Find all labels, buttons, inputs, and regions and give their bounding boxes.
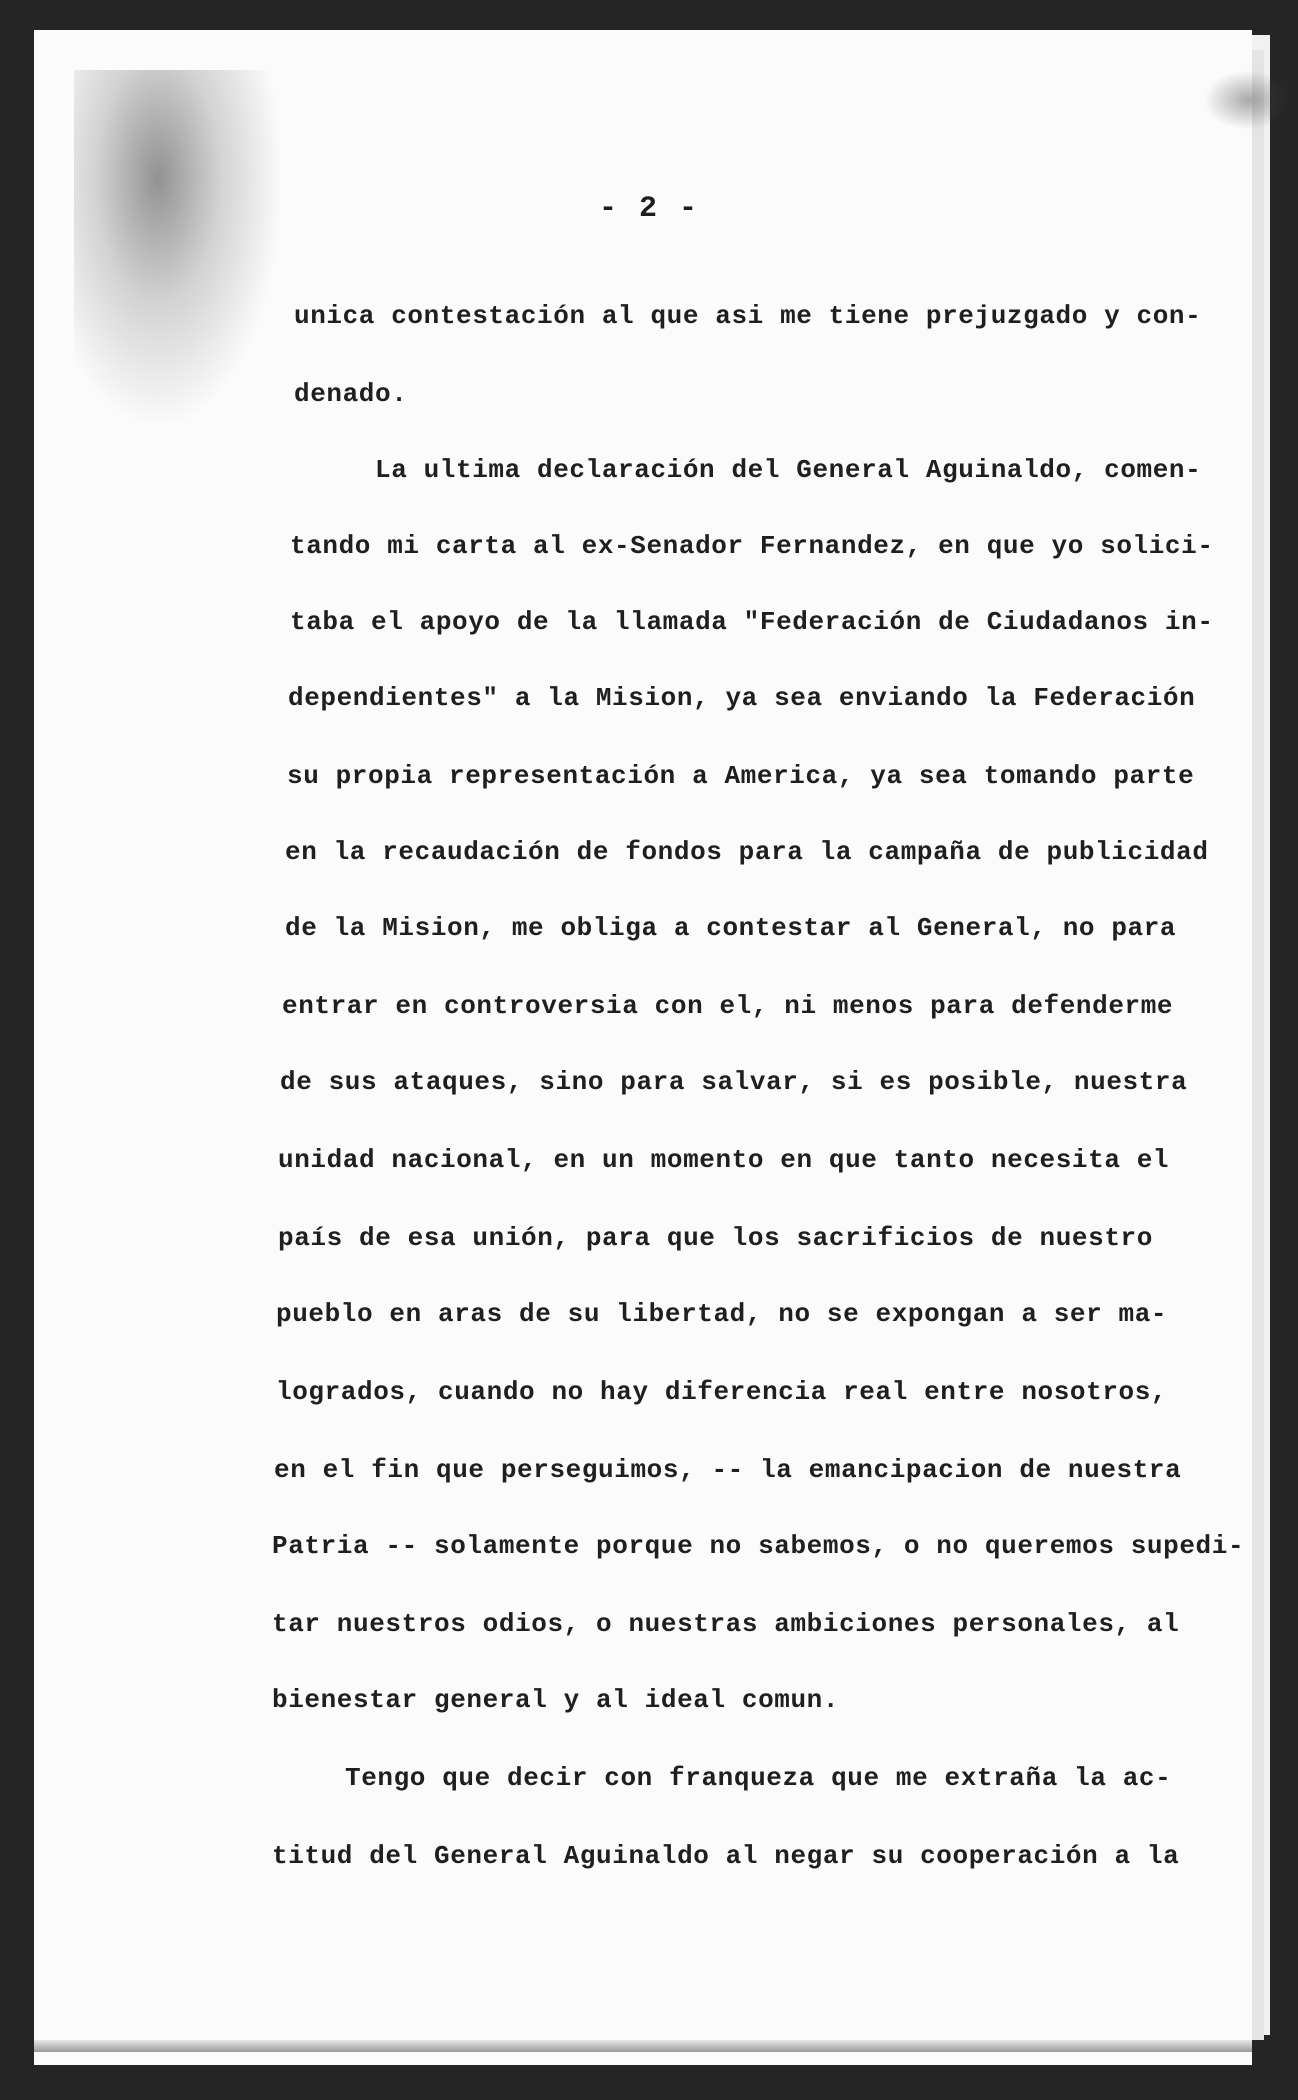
text-line: su propia representación a America, ya sea tomando parte xyxy=(287,761,1195,791)
text-line: logrados, cuando no hay diferencia real entre nosotros, xyxy=(276,1377,1168,1407)
ink-smudge xyxy=(74,70,284,430)
text-line: en el fin que perseguimos, -- la emancipacion de nuestra xyxy=(274,1455,1182,1485)
text-line: entrar en controversia con el, ni menos para defenderme xyxy=(282,991,1174,1021)
text-line: unidad nacional, en un momento en que tanto necesita el xyxy=(278,1145,1170,1175)
text-line: taba el apoyo de la llamada "Federación de Ciudadanos in- xyxy=(290,607,1214,637)
text-line: Patria -- solamente porque no sabemos, o no queremos supedi- xyxy=(272,1531,1245,1561)
text-line: tando mi carta al ex-Senador Fernandez, en que yo solici- xyxy=(290,531,1214,561)
text-line: bienestar general y al ideal comun. xyxy=(272,1685,840,1715)
text-line: pueblo en aras de su libertad, no se expongan a ser ma- xyxy=(276,1299,1168,1329)
text-line: de sus ataques, sino para salvar, si es posible, nuestra xyxy=(280,1067,1188,1097)
corner-smudge xyxy=(1204,70,1294,130)
text-line: titud del General Aguinaldo al negar su cooperación a la xyxy=(272,1841,1180,1871)
text-line: unica contestación al que asi me tiene prejuzgado y con- xyxy=(294,301,1202,331)
text-line: La ultima declaración del General Aguinaldo, comen- xyxy=(375,455,1202,485)
text-line: denado. xyxy=(294,379,408,409)
text-line: en la recaudación de fondos para la campaña de publicidad xyxy=(285,837,1209,867)
sheet-bottom-edge xyxy=(34,2040,1252,2052)
text-line: de la Mision, me obliga a contestar al General, no para xyxy=(285,913,1177,943)
text-line: Tengo que decir con franqueza que me extraña la ac- xyxy=(345,1763,1172,1793)
page-number: - 2 - xyxy=(598,192,699,226)
text-line: dependientes" a la Mision, ya sea enviando la Federación xyxy=(288,683,1196,713)
text-line: tar nuestros odios, o nuestras ambiciones personales, al xyxy=(272,1609,1180,1639)
text-line: país de esa unión, para que los sacrificios de nuestro xyxy=(278,1223,1153,1253)
paper-sheet xyxy=(34,30,1252,2065)
